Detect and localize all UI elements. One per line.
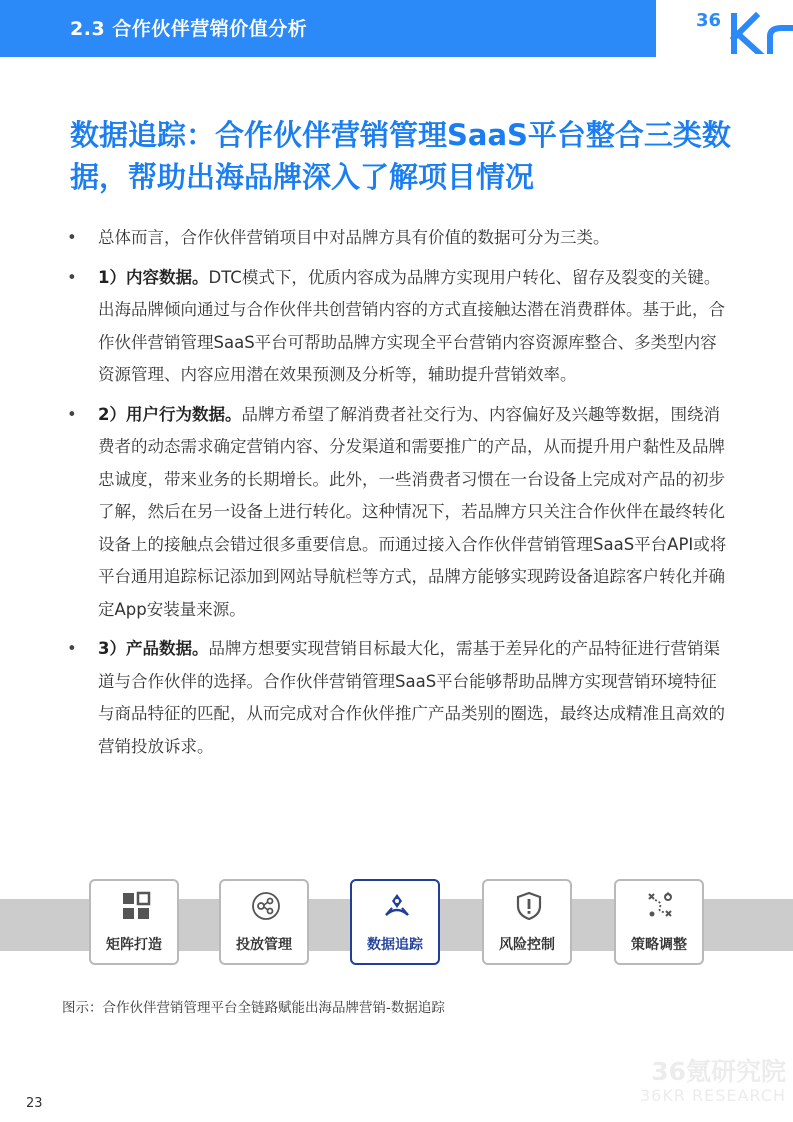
card-matrix (89, 879, 179, 965)
card-risk (482, 879, 572, 965)
card-label: 数据追踪 (367, 937, 423, 953)
card-label: 风险控制 (499, 937, 555, 953)
section-label: 2.3 合作伙伴营销价值分析 (70, 18, 308, 40)
watermark-cn: 36氪研究院 (651, 1057, 786, 1086)
bullet-text: 品牌方希望了解消费者社交行为、内容偏好及兴趣等数据，围绕消费者的动态需求确定营销内容、分发渠道和需要推广的产品，从而提升用户黏性及品牌忠诚度，带来业务的长期增长。此外，一些消费者习惯在一台设备上完成对产品的初步了解，然后在另一设备上进行转化。这种情况下，若品牌方只关注合作伙伴在最终转化设备上的接触点会错过很多重要信息。而通过接入合作伙伴营销管理SaaS平台API或将平台通用追踪标记添加到网站导航栏等方式，品牌方能够实现跨设备追踪客户转化并确定App安装量来源。 (98, 404, 727, 619)
bullet-item (62, 399, 730, 627)
bullet-item (62, 222, 730, 255)
strategy-icon (646, 891, 676, 921)
bullet-dot: • (67, 404, 77, 424)
watermark-en: 36KR RESEARCH (639, 1086, 786, 1105)
bullet-text: 总体而言，合作伙伴营销项目中对品牌方具有价值的数据可分为三类。 (98, 228, 610, 247)
grid-icon (121, 891, 151, 921)
figure-caption: 图示：合作伙伴营销管理平台全链路赋能出海品牌营销-数据追踪 (62, 1000, 445, 1016)
bullet-dot: • (67, 639, 77, 658)
shield-alert-icon (514, 891, 544, 921)
bullet-dot: • (67, 228, 77, 247)
card-label: 策略调整 (631, 937, 687, 953)
bullet-text: DTC模式下，优质内容成为品牌方实现用户转化、留存及裂变的关键。出海品牌倾向通过与合作伙伴共创营销内容的方式直接触达潜在消费群体。基于此，合作伙伴营销管理SaaS平台可帮助品牌方实现全平台营销内容资源库整合、多类型内容资源管理、内容应用潜在效果预测及分析等，辅助提升营销效率。 (98, 267, 725, 384)
tracking-icon (382, 891, 412, 921)
network-icon (251, 891, 281, 921)
bullet-item (62, 262, 730, 392)
bullet-item (62, 633, 730, 763)
bullet-lead: 2）用户行为数据。 (98, 404, 242, 424)
card-strategy (614, 879, 704, 965)
bullet-lead: 1）内容数据。 (98, 267, 209, 287)
bullet-lead: 3）产品数据。 (98, 639, 209, 658)
card-delivery (219, 879, 309, 965)
watermark (636, 1058, 786, 1106)
card-tracking (350, 879, 440, 965)
headline: 数据追踪：合作伙伴营销管理SaaS平台整合三类数据，帮助出海品牌深入了解项目情况 (70, 118, 731, 194)
page-number: 23 (26, 1096, 43, 1111)
svg-text:36: 36 (696, 10, 722, 31)
bullet-dot: • (67, 267, 77, 287)
bullet-text: 品牌方想要实现营销目标最大化，需基于差异化的产品特征进行营销渠道与合作伙伴的选择。合作伙伴营销管理SaaS平台能够帮助品牌方实现营销环境特征与商品特征的匹配，从而完成对合作伙伴推广产品类别的圈选，最终达成精准且高效的营销投放诉求。 (98, 639, 725, 756)
card-label: 矩阵打造 (106, 937, 162, 953)
bullet-list (62, 222, 730, 770)
36kr-logo (690, 2, 793, 54)
card-label: 投放管理 (236, 937, 292, 953)
